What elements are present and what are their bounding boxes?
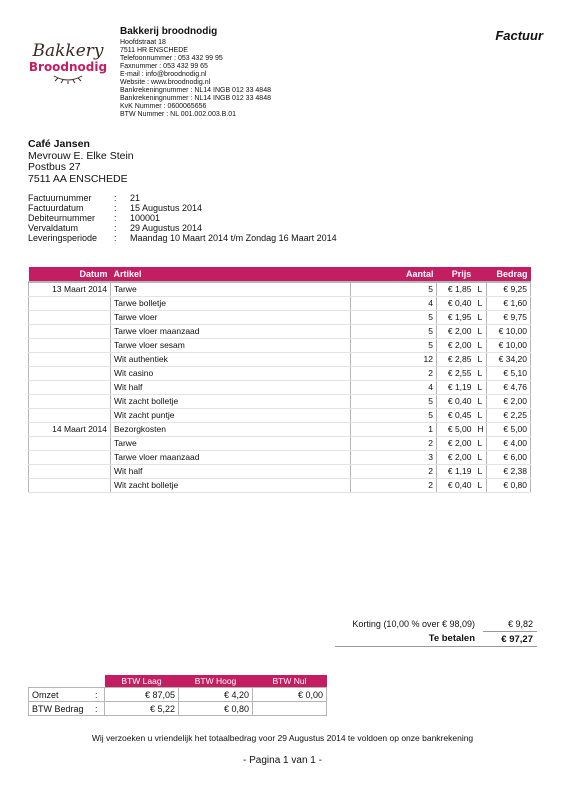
table-row xyxy=(29,297,531,311)
info-value: 21 xyxy=(130,193,141,203)
amount-due-label: Te betalen xyxy=(335,632,483,647)
table-row xyxy=(29,367,531,381)
logo-text-bakkery: Bakkery xyxy=(32,41,104,61)
company-details xyxy=(120,39,271,119)
table-row xyxy=(29,409,531,423)
company-phone: Telefoonnummer : 053 432 99 95 xyxy=(120,55,223,62)
amount-due-value: € 97,27 xyxy=(483,632,537,647)
info-sep: : xyxy=(114,193,117,203)
item-date xyxy=(29,353,111,367)
vat-row-turnover xyxy=(29,688,327,702)
item-date xyxy=(29,367,111,381)
item-amount: € 9,75 xyxy=(487,311,531,325)
discount-value: € 9,82 xyxy=(483,617,537,632)
item-vat-code: L xyxy=(475,409,487,423)
item-vat-code: L xyxy=(475,282,487,297)
vat-value xyxy=(253,702,327,716)
table-row xyxy=(29,311,531,325)
item-date xyxy=(29,395,111,409)
info-row xyxy=(28,203,337,213)
item-vat-code: L xyxy=(475,465,487,479)
info-value: 100001 xyxy=(130,213,161,223)
item-date: 14 Maart 2014 xyxy=(29,423,111,437)
item-unit-price: € 0,40 xyxy=(437,479,475,493)
item-article: Tarwe vloer xyxy=(111,311,351,325)
invoice-items-table xyxy=(28,267,531,493)
company-vat-number: BTW Nummer : NL 001.002.003.B.01 xyxy=(120,111,237,118)
item-quantity: 5 xyxy=(351,325,437,339)
company-address-city: 7511 HR ENSCHEDE xyxy=(120,47,188,54)
amount-due-row xyxy=(335,632,537,647)
col-header-bedrag: Bedrag xyxy=(487,267,531,282)
vat-value: € 0,00 xyxy=(253,688,327,702)
table-row xyxy=(29,339,531,353)
vat-row-amount xyxy=(29,702,327,716)
vat-row-sep: : xyxy=(89,702,105,716)
info-row xyxy=(28,223,337,233)
payment-request-note: Wij verzoeken u vriendelijk het totaalbedrag voor 29 Augustus 2014 te voldoen op onze bankrekening xyxy=(91,733,474,743)
item-unit-price: € 2,00 xyxy=(437,451,475,465)
item-unit-price: € 1,19 xyxy=(437,465,475,479)
item-vat-code: L xyxy=(475,297,487,311)
item-article: Tarwe xyxy=(111,282,351,297)
item-amount: € 10,00 xyxy=(487,325,531,339)
vat-header-low: BTW Laag xyxy=(105,675,179,688)
info-row xyxy=(28,193,337,203)
item-unit-price: € 0,45 xyxy=(437,409,475,423)
vat-value: € 5,22 xyxy=(105,702,179,716)
item-amount: € 2,00 xyxy=(487,395,531,409)
item-quantity: 5 xyxy=(351,311,437,325)
item-vat-code: L xyxy=(475,311,487,325)
item-quantity: 2 xyxy=(351,367,437,381)
vat-value: € 87,05 xyxy=(105,688,179,702)
item-unit-price: € 2,00 xyxy=(437,339,475,353)
item-article: Wit casino xyxy=(111,367,351,381)
item-amount: € 10,00 xyxy=(487,339,531,353)
page-number: - Pagina 1 van 1 - xyxy=(243,755,322,766)
item-amount: € 5,00 xyxy=(487,423,531,437)
info-sep: : xyxy=(114,233,117,243)
customer-postbox: Postbus 27 xyxy=(28,161,81,173)
vat-value: € 0,80 xyxy=(179,702,253,716)
item-vat-code: L xyxy=(475,367,487,381)
table-row xyxy=(29,282,531,297)
info-sep: : xyxy=(114,223,117,233)
item-date: 13 Maart 2014 xyxy=(29,282,111,297)
item-article: Tarwe vloer maanzaad xyxy=(111,451,351,465)
vat-summary-table xyxy=(28,675,327,716)
table-row xyxy=(29,465,531,479)
item-article: Tarwe vloer sesam xyxy=(111,339,351,353)
discount-label: Korting (10,00 % over € 98,09) xyxy=(352,619,475,630)
item-amount: € 4,76 xyxy=(487,381,531,395)
info-label: Factuurnummer xyxy=(28,193,92,203)
item-vat-code: L xyxy=(475,395,487,409)
table-row xyxy=(29,325,531,339)
item-quantity: 1 xyxy=(351,423,437,437)
item-quantity: 4 xyxy=(351,297,437,311)
table-row xyxy=(29,437,531,451)
item-amount: € 9,25 xyxy=(487,282,531,297)
item-unit-price: € 2,00 xyxy=(437,325,475,339)
info-sep: : xyxy=(114,203,117,213)
info-label: Factuurdatum xyxy=(28,203,84,213)
totals-block xyxy=(335,617,537,647)
item-article: Wit half xyxy=(111,465,351,479)
company-kvk: KvK Nummer : 0600065656 xyxy=(120,103,207,110)
customer-city: 7511 AA ENSCHEDE xyxy=(28,172,128,185)
company-bank-account: Bankrekeningnummer : NL14 INGB 012 33 4848 xyxy=(120,87,271,94)
item-unit-price: € 2,00 xyxy=(437,437,475,451)
item-quantity: 5 xyxy=(351,409,437,423)
item-quantity: 5 xyxy=(351,395,437,409)
items-header-row xyxy=(29,267,531,282)
item-article: Wit authentiek xyxy=(111,353,351,367)
table-row xyxy=(29,381,531,395)
item-quantity: 12 xyxy=(351,353,437,367)
company-address-street: Hoofdstraat 18 xyxy=(120,39,166,46)
info-row xyxy=(28,233,337,243)
table-row xyxy=(29,353,531,367)
item-amount: € 2,25 xyxy=(487,409,531,423)
bakery-logo xyxy=(28,34,108,94)
info-sep: : xyxy=(114,213,117,223)
info-label: Debiteurnummer xyxy=(28,213,96,223)
item-unit-price: € 1,85 xyxy=(437,282,475,297)
item-amount: € 0,80 xyxy=(487,479,531,493)
item-amount: € 5,10 xyxy=(487,367,531,381)
item-unit-price: € 2,85 xyxy=(437,353,475,367)
item-date xyxy=(29,465,111,479)
item-quantity: 2 xyxy=(351,479,437,493)
company-fax: Faxnummer : 053 432 99 65 xyxy=(120,63,208,70)
vat-value: € 4,20 xyxy=(179,688,253,702)
col-header-datum: Datum xyxy=(29,267,111,282)
item-amount: € 1,60 xyxy=(487,297,531,311)
item-date xyxy=(29,297,111,311)
table-row xyxy=(29,451,531,465)
info-value: Maandag 10 Maart 2014 t/m Zondag 16 Maart 2014 xyxy=(130,233,337,243)
item-article: Wit zacht bolletje xyxy=(111,479,351,493)
item-quantity: 4 xyxy=(351,381,437,395)
item-unit-price: € 2,55 xyxy=(437,367,475,381)
item-date xyxy=(29,479,111,493)
info-label: Leveringsperiode xyxy=(28,233,98,243)
item-vat-code: L xyxy=(475,479,487,493)
company-email: E-mail : info@broodnodig.nl xyxy=(120,71,207,78)
vat-row-label: BTW Bedrag xyxy=(29,702,89,716)
item-quantity: 3 xyxy=(351,451,437,465)
company-info xyxy=(120,26,271,119)
info-label: Vervaldatum xyxy=(28,223,79,233)
invoice-info xyxy=(28,193,337,243)
table-row xyxy=(29,395,531,409)
vat-row-sep: : xyxy=(89,688,105,702)
info-value: 29 Augustus 2014 xyxy=(130,223,203,233)
item-unit-price: € 0,40 xyxy=(437,395,475,409)
item-vat-code: H xyxy=(475,423,487,437)
item-article: Tarwe vloer maanzaad xyxy=(111,325,351,339)
company-name: Bakkerij broodnodig xyxy=(120,26,218,37)
item-quantity: 5 xyxy=(351,339,437,353)
item-vat-code: L xyxy=(475,339,487,353)
vat-row-label: Omzet xyxy=(29,688,89,702)
customer-name: Café Jansen xyxy=(28,138,90,150)
item-vat-code: L xyxy=(475,325,487,339)
items-body xyxy=(29,282,531,493)
item-vat-code: L xyxy=(475,451,487,465)
item-article: Wit half xyxy=(111,381,351,395)
col-header-prijs: Prijs xyxy=(437,267,487,282)
document-title: Factuur xyxy=(495,28,543,43)
item-unit-price: € 5,00 xyxy=(437,423,475,437)
item-unit-price: € 1,19 xyxy=(437,381,475,395)
customer-contact: Mevrouw E. Elke Stein xyxy=(28,149,134,162)
item-date xyxy=(29,339,111,353)
item-amount: € 34,20 xyxy=(487,353,531,367)
item-article: Tarwe xyxy=(111,437,351,451)
item-date xyxy=(29,311,111,325)
item-date xyxy=(29,409,111,423)
col-header-artikel: Artikel xyxy=(111,267,351,282)
item-article: Wit zacht bolletje xyxy=(111,395,351,409)
vat-header-corner xyxy=(29,675,105,688)
item-amount: € 6,00 xyxy=(487,451,531,465)
table-row xyxy=(29,479,531,493)
col-header-aantal: Aantal xyxy=(351,267,437,282)
info-value: 15 Augustus 2014 xyxy=(130,203,203,213)
item-date xyxy=(29,381,111,395)
item-unit-price: € 0,40 xyxy=(437,297,475,311)
item-date xyxy=(29,437,111,451)
item-date xyxy=(29,325,111,339)
vat-header-row xyxy=(29,675,327,688)
item-vat-code: L xyxy=(475,437,487,451)
item-unit-price: € 1,95 xyxy=(437,311,475,325)
vat-header-zero: BTW Nul xyxy=(253,675,327,688)
item-article: Wit zacht puntje xyxy=(111,409,351,423)
table-row xyxy=(29,423,531,437)
item-quantity: 2 xyxy=(351,465,437,479)
item-article: Bezorgkosten xyxy=(111,423,351,437)
item-amount: € 4,00 xyxy=(487,437,531,451)
customer-address xyxy=(28,139,134,185)
item-quantity: 2 xyxy=(351,437,437,451)
company-website: Website : www.broodnodig.nl xyxy=(120,79,211,86)
company-bank-account-2: Bankrekeningnummer : NL14 INGB 012 33 4848 xyxy=(120,95,271,102)
wheat-ornament-icon xyxy=(54,76,82,84)
vat-header-high: BTW Hoog xyxy=(179,675,253,688)
logo-text-broodnodig: Broodnodig xyxy=(28,60,108,74)
item-quantity: 5 xyxy=(351,282,437,297)
item-vat-code: L xyxy=(475,381,487,395)
item-vat-code: L xyxy=(475,353,487,367)
info-row xyxy=(28,213,337,223)
item-article: Tarwe bolletje xyxy=(111,297,351,311)
discount-row xyxy=(335,617,537,632)
item-date xyxy=(29,451,111,465)
item-amount: € 2,38 xyxy=(487,465,531,479)
